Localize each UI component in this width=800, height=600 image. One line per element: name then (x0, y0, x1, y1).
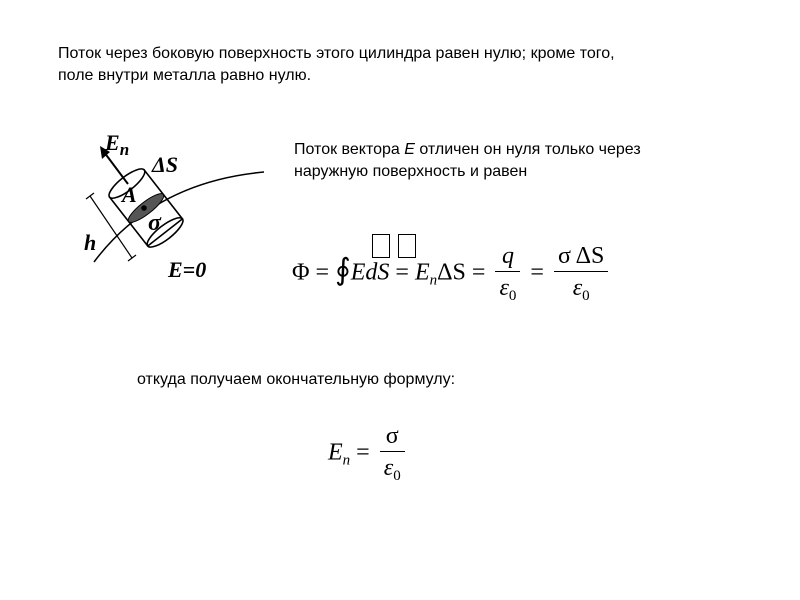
intro-line-1: Поток через боковую поверхность этого цилиндра равен нулю; кроме того, (58, 45, 615, 62)
phi-symbol: Φ (292, 259, 310, 286)
vector-E: E (404, 141, 415, 158)
flux-line-2: наружную поверхность и равен (294, 163, 528, 180)
conclusion-text: откуда получаем окончательную формулу: (137, 371, 456, 388)
integrand: EdS (350, 259, 390, 286)
intro-line-2: поле внутри металла равно нулю. (58, 67, 312, 84)
label-En: $E_n$ (105, 130, 130, 159)
label-E-zero: E=0 (168, 257, 207, 282)
cylinder-diagram (74, 122, 264, 292)
flux-line-1: Поток вектора E отличен он нуля только через (294, 141, 641, 158)
contour-integral-sign: ∮ (335, 253, 351, 287)
fraction-sigma-dS-over-eps0: $\frac{\text{σ ΔS}}{\varepsilon_0}$ (554, 244, 608, 304)
intro-paragraph (58, 43, 615, 87)
label-sigma: σ (148, 210, 161, 236)
label-h: h (84, 230, 97, 255)
flux-paragraph (294, 139, 641, 183)
fraction-q-over-eps0: $\frac{q}{\varepsilon_0}$ (495, 244, 520, 304)
fraction-sigma-over-eps0: $\frac{\sigma}{\varepsilon_0}$ (380, 424, 405, 484)
final-formula: $E_n$ = $\frac{\sigma}{\varepsilon_0}$ (328, 424, 409, 484)
point-A-dot (141, 205, 147, 211)
flux-formula: Φ = ∮EdS = $E_n\Delta S$ = $\frac{q}{\varepsilon_0}$ = $\frac{\text{σ ΔS}}{\varepsilon_0}$ (292, 244, 612, 304)
label-delta-S: ΔS (152, 152, 179, 177)
label-A: A (122, 182, 137, 207)
